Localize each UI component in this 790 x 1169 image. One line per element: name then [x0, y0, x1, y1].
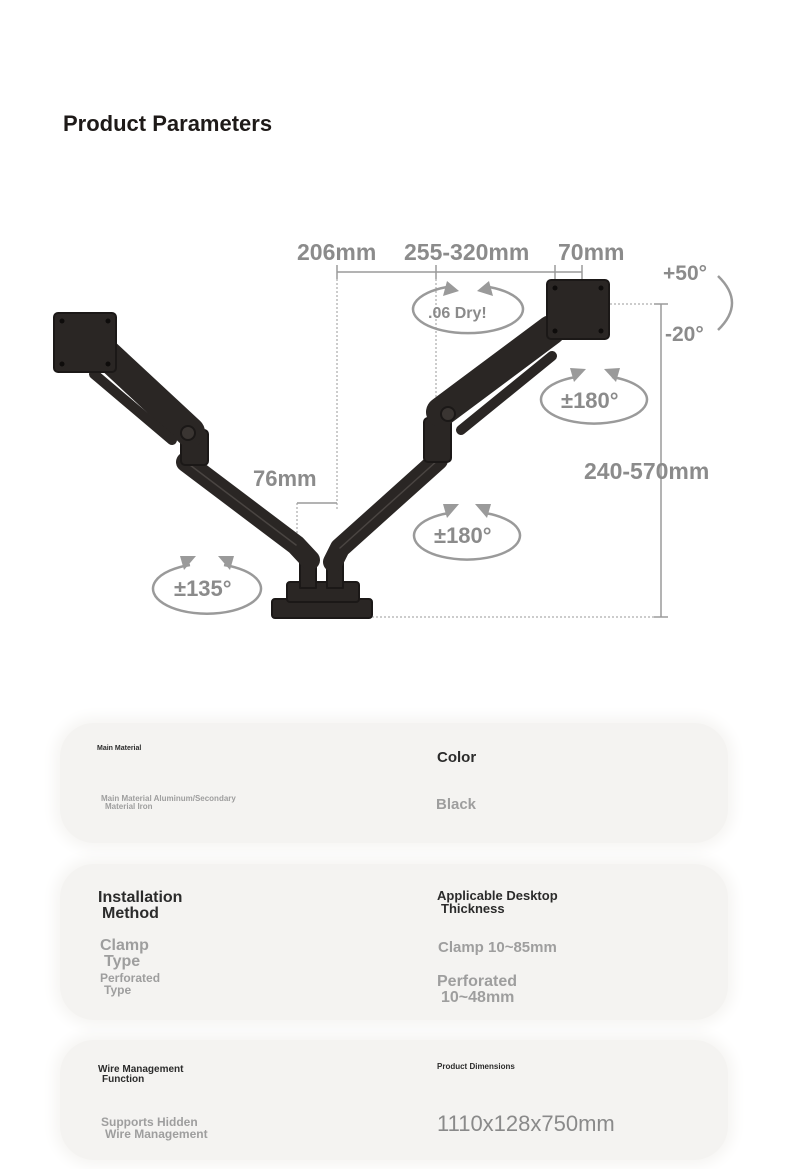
- thickness-clamp-value: Clamp 10~85mm: [438, 939, 557, 956]
- thickness-perforated-value: Perforated 10~48mm: [437, 973, 518, 1006]
- dim-255-320-label: 255-320mm: [404, 239, 530, 265]
- installation-method-label: Installation Method: [98, 889, 183, 922]
- dim-76-label: 76mm: [253, 466, 317, 491]
- color-value: Black: [436, 796, 477, 813]
- rotation-mid-label: ±180°: [434, 523, 492, 548]
- monitor-arm: [54, 280, 609, 618]
- rotation-right-label: ±180°: [561, 388, 619, 413]
- main-material-label: Main Material: [97, 745, 142, 752]
- page-title: Product Parameters: [63, 111, 273, 136]
- dim-70-label: 70mm: [558, 239, 625, 265]
- tilt-down-label: -20°: [665, 323, 704, 346]
- wire-management-label: Wire Management Function: [98, 1064, 184, 1085]
- installation-perforated-value: Perforated Type: [100, 971, 161, 997]
- spec-card-installation: [60, 864, 728, 1020]
- tilt-arc: [718, 276, 732, 330]
- rotation-base-label: ±135°: [174, 576, 232, 601]
- product-dimensions-label: Product Dimensions: [437, 1062, 515, 1071]
- dim-height-label: 240-570mm: [584, 458, 710, 484]
- dim-206-label: 206mm: [297, 239, 377, 265]
- rotation-top-label: .06 Dry!: [428, 305, 487, 322]
- product-dimensions-value: 1110x128x750mm: [437, 1111, 615, 1136]
- wire-management-value: Supports Hidden Wire Management: [101, 1115, 208, 1141]
- right-lower-arm: [333, 460, 438, 562]
- spec-card-wire-dimensions: [60, 1040, 728, 1160]
- color-label: Color: [437, 749, 477, 766]
- desktop-thickness-label: Applicable Desktop Thickness: [437, 888, 558, 916]
- tilt-up-label: +50°: [663, 262, 708, 285]
- spec-card-material: [60, 723, 728, 843]
- main-material-value: Main Material Aluminum/Secondary Material Iron: [101, 794, 236, 811]
- installation-clamp-value: Clamp Type: [100, 937, 149, 970]
